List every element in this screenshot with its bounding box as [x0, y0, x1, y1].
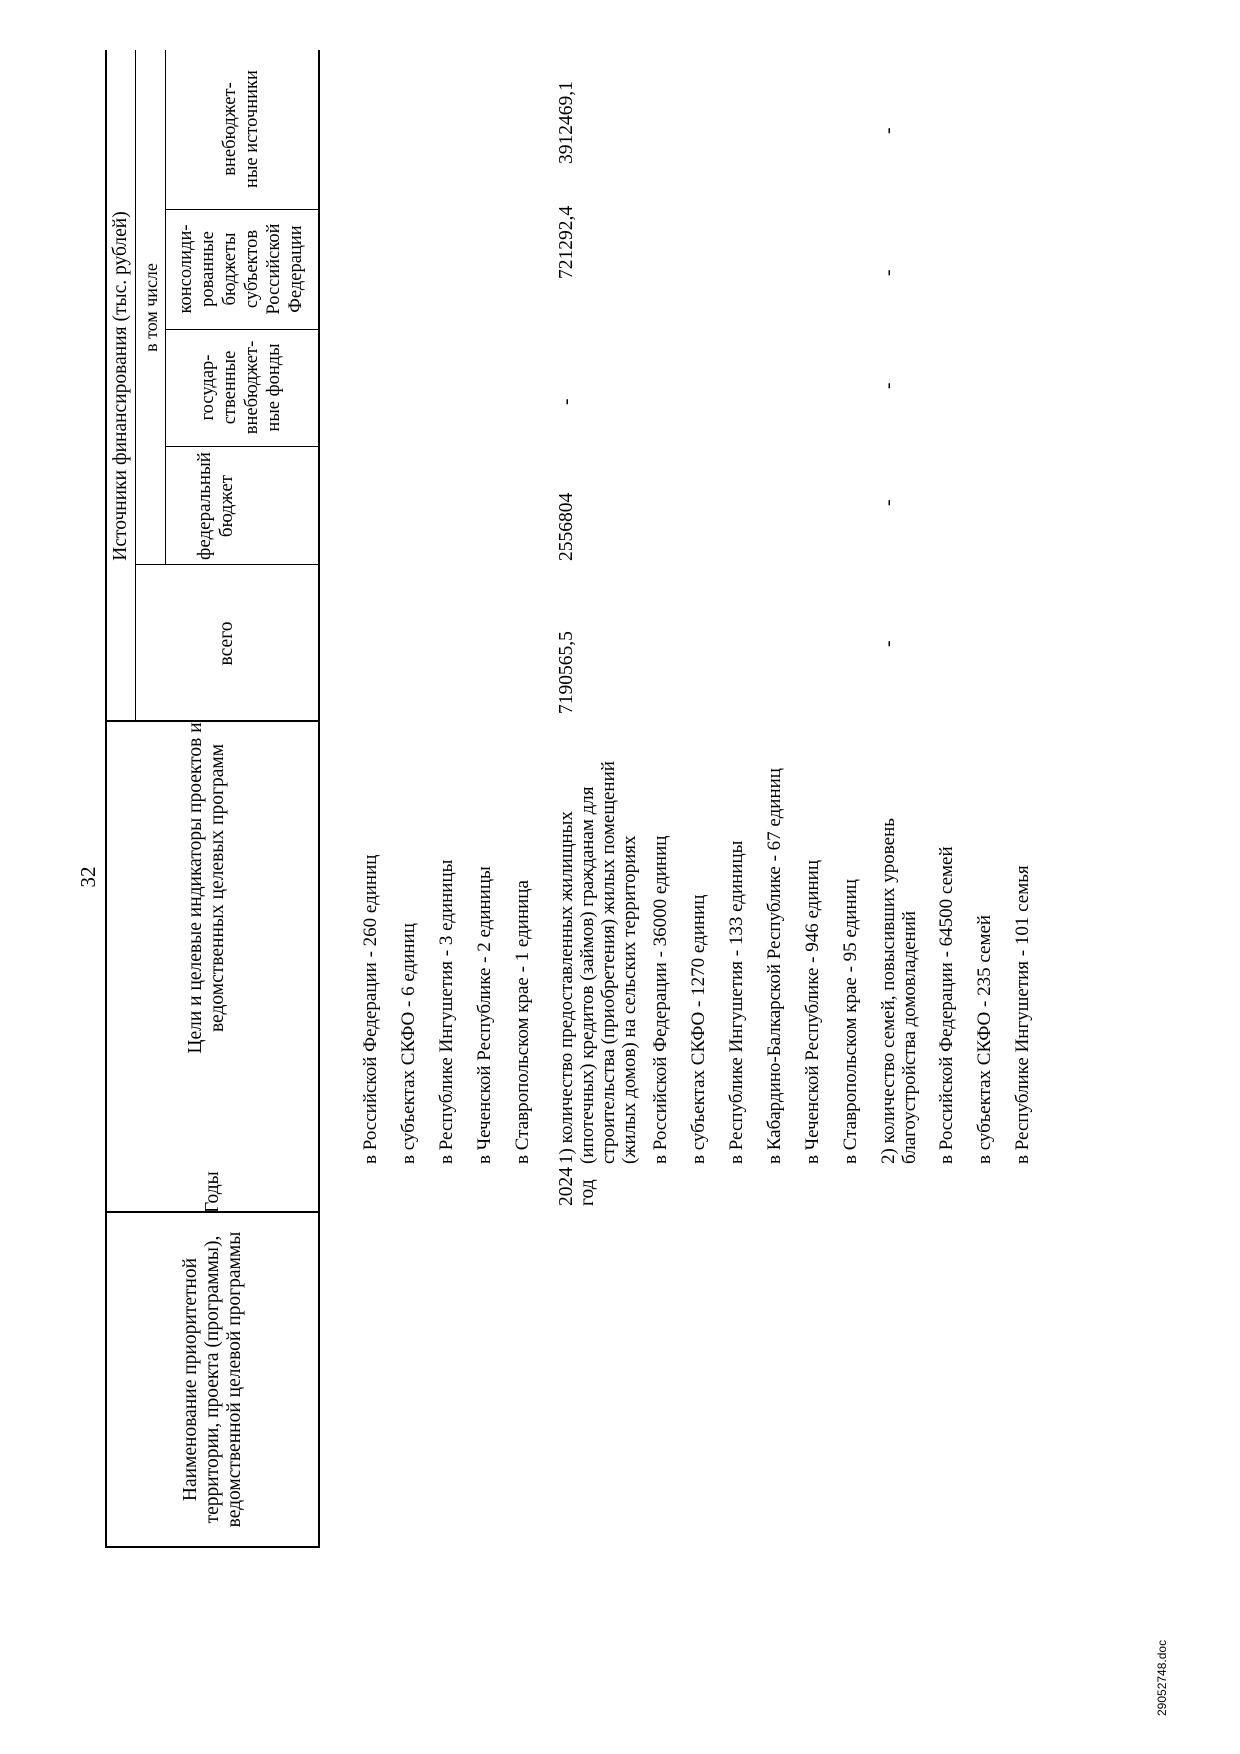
total-value: 7190565,5	[556, 631, 577, 714]
indicator-line: в Чеченской Республике - 2 единицы	[474, 866, 495, 1164]
regional-value: 721292,4	[556, 205, 577, 279]
indicator-line: в Ставропольском крае - 1 единица	[512, 880, 533, 1164]
indicator-line: в Кабардино-Балкарской Республике - 67 единиц	[764, 768, 785, 1164]
indicator-2-total: -	[878, 640, 899, 647]
page-number: 32	[76, 866, 100, 888]
header-regional: консолиди-рованные бюджеты субъектов Российской Федерации	[176, 223, 306, 315]
table-left-border	[105, 1547, 318, 1549]
header-goals: Цели и целевые индикаторы проектов и ведомственных целевых программ	[185, 722, 228, 1054]
indicator-line: в субъектах СКФО - 235 семей	[974, 914, 995, 1164]
header-funding: Источники финансирования (тыс. рублей)	[109, 211, 131, 561]
indicator-line: в субъектах СКФО - 1270 единиц	[688, 894, 709, 1164]
header-name: Наименование приоритетной территории, проекта (программы), ведомственной целевой программы	[179, 1231, 245, 1528]
header-years: Годы	[201, 1171, 223, 1213]
indicator-line: в Ставропольском крае - 95 единиц	[840, 879, 861, 1164]
year-cell: 2024 год	[556, 1167, 598, 1206]
document-id: 29052748.doc	[1155, 1639, 1169, 1716]
indicator-2-state-funds: -	[878, 382, 899, 389]
header-total: всего	[216, 621, 237, 666]
indicator-line: в Российской Федерации - 260 единиц	[360, 854, 381, 1164]
indicator-line: в Российской Федерации - 36000 единиц	[650, 835, 671, 1164]
indicator-2-regional: -	[878, 269, 899, 276]
indicator-line: в Российской Федерации - 64500 семей	[936, 846, 957, 1164]
header-state-funds: государ-ственные внебюджет-ные фонды	[198, 340, 284, 435]
header-extrabudget: внебюджет-ные источники	[220, 70, 262, 188]
indicator-2-federal: -	[878, 499, 899, 506]
indicator-2-extrabudget: -	[878, 127, 899, 134]
indicator-line: в Республике Ингушетия - 101 семья	[1012, 865, 1033, 1164]
extrabudget-value: 3912469,1	[556, 81, 577, 164]
header-federal: федеральный бюджет	[194, 452, 237, 560]
header-bottom-border	[318, 50, 320, 1548]
state-funds-value: -	[556, 398, 577, 405]
indicator-line: в Республике Ингушетия - 3 единицы	[436, 859, 457, 1164]
indicator-1-text: 1) количество предоставленных жилищных (ипотечных) кредитов (займов) гражданам для строительства (приобретения) жилых помещений (жилых домов) на сельских территориях	[556, 761, 640, 1164]
indicator-line: в Чеченской Республике - 946 единиц	[802, 859, 823, 1164]
indicator-line: в субъектах СКФО - 6 единиц	[398, 923, 419, 1164]
header-including: в том числе	[140, 263, 161, 352]
indicator-2-text: 2) количество семей, повысивших уровень благоустройства домовладений	[878, 818, 920, 1164]
indicator-line: в Республике Ингушетия - 133 единицы	[726, 840, 747, 1164]
federal-value: 2556804	[556, 492, 577, 561]
